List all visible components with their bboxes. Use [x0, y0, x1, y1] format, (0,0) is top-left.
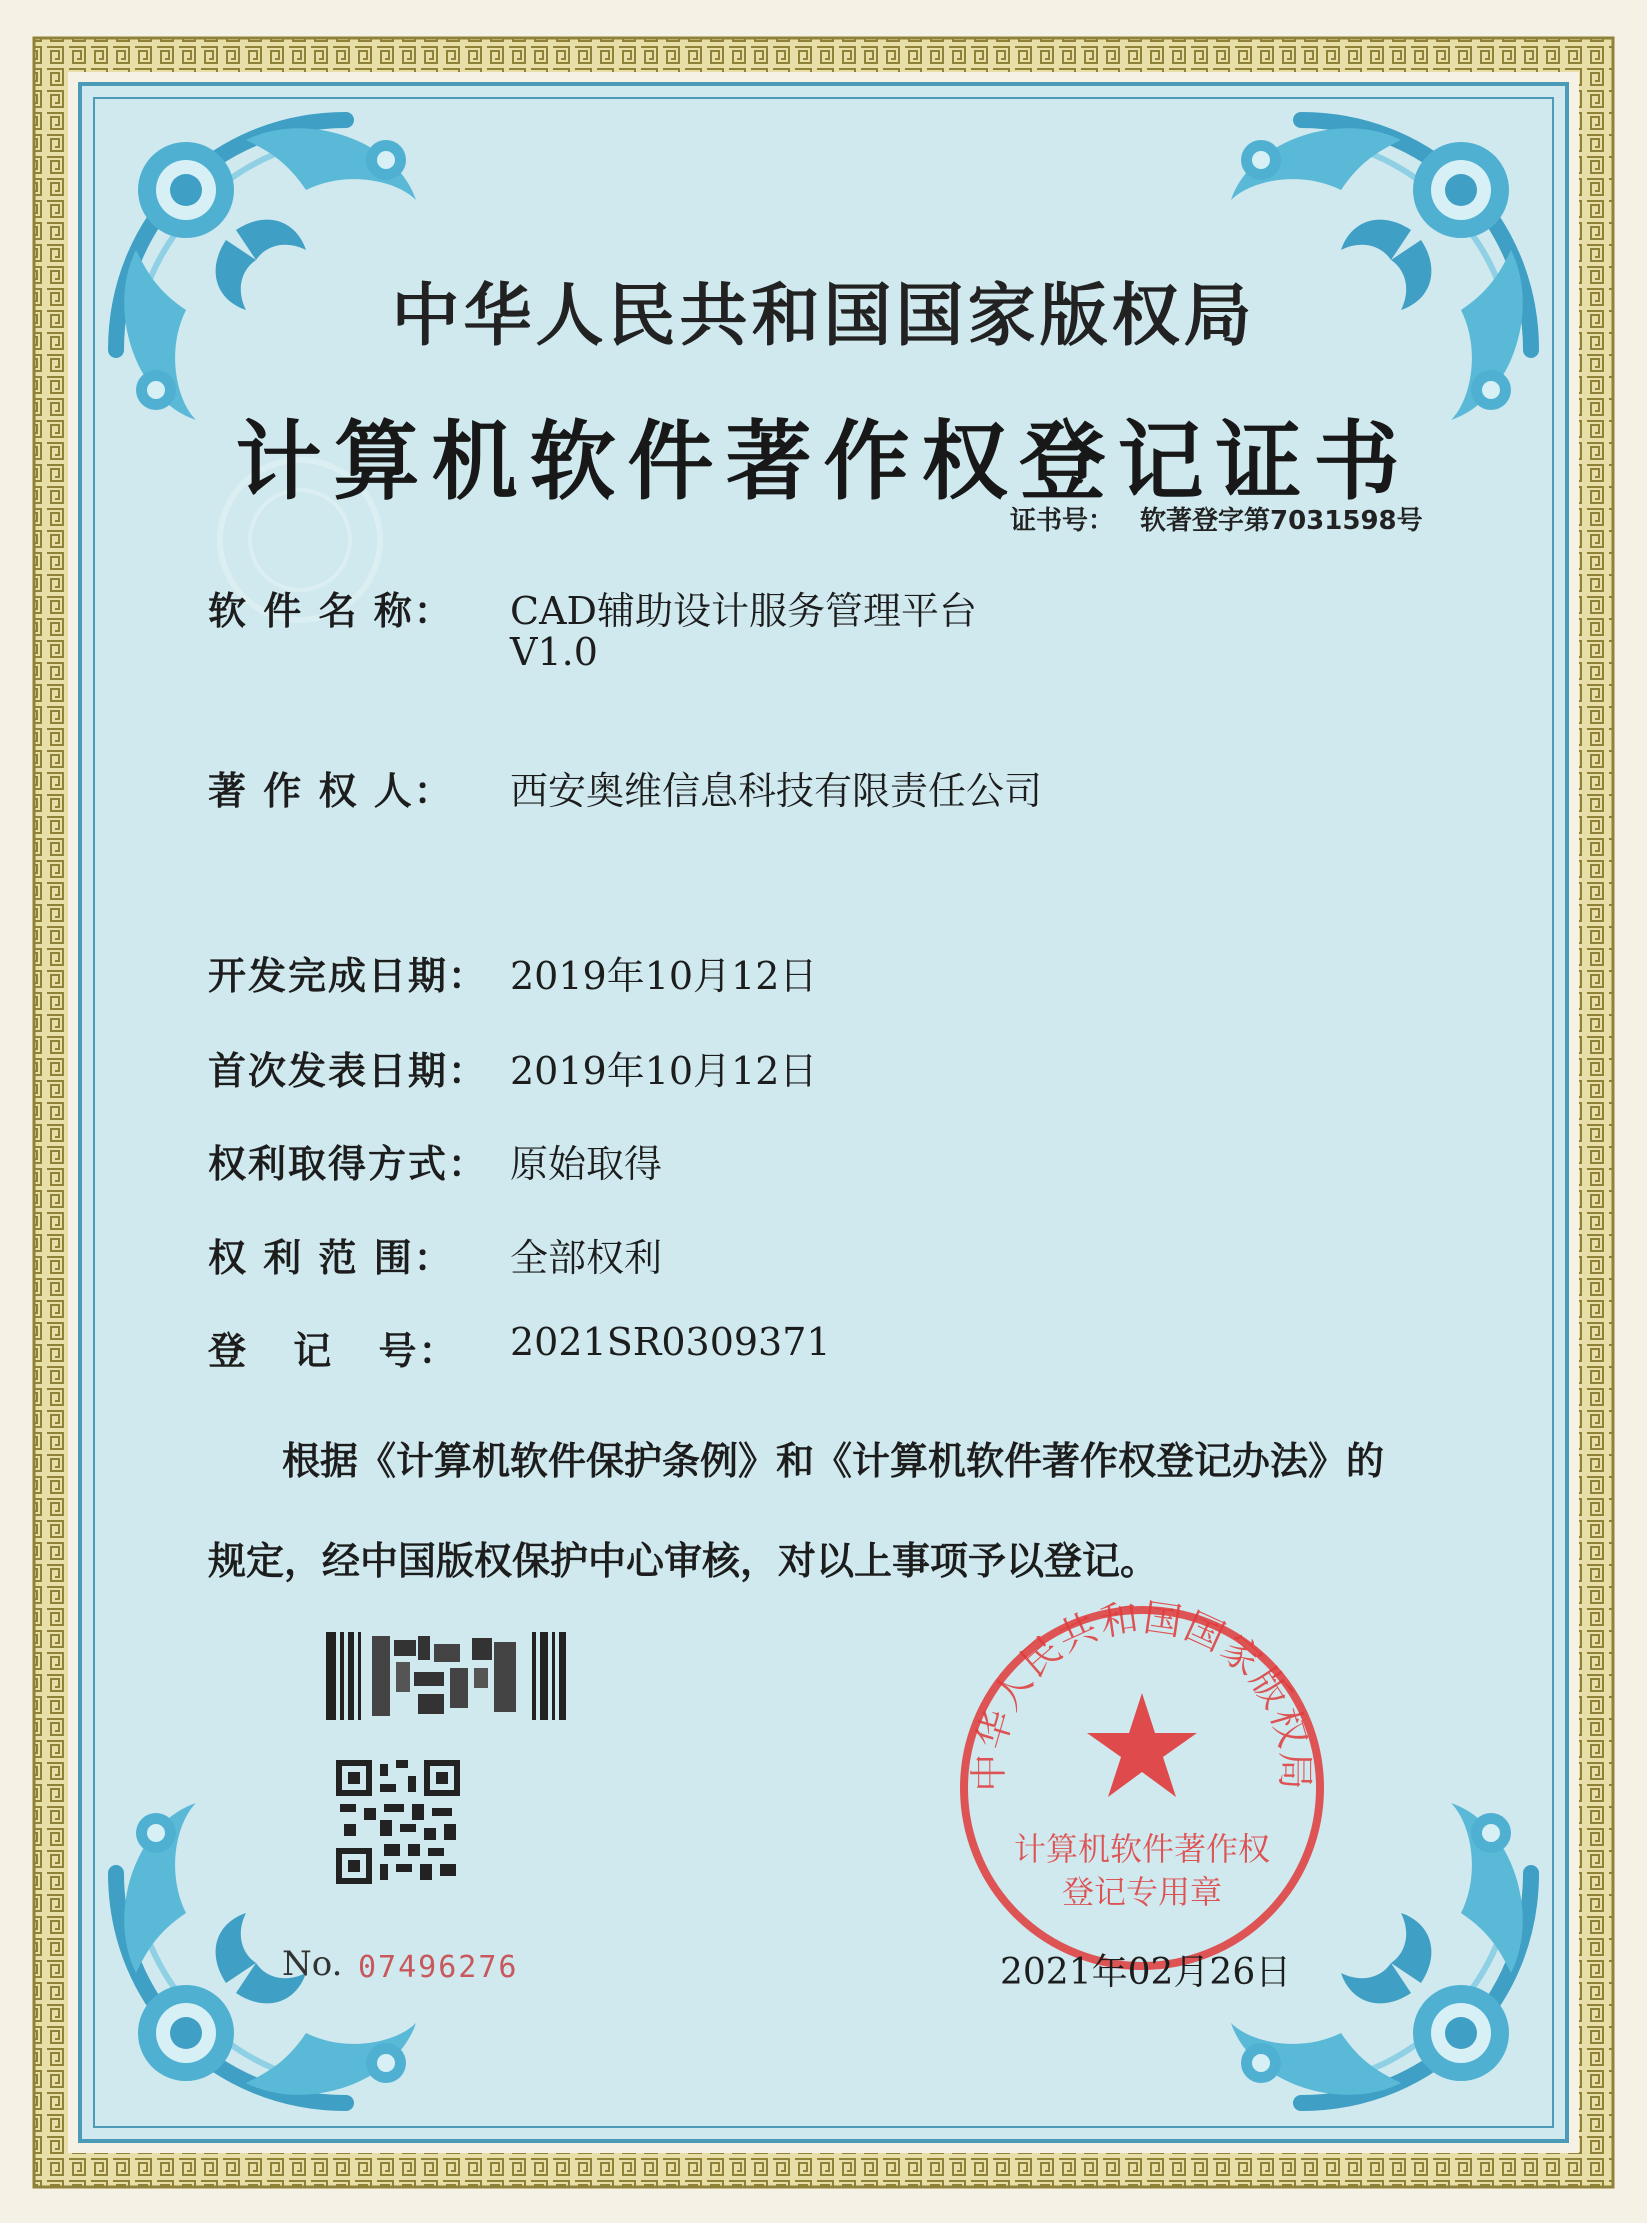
- first-publish-date-label: 首次发表日期：: [208, 1048, 489, 1093]
- official-seal: [952, 1598, 1332, 1978]
- software-version-value: V1.0: [510, 630, 598, 674]
- qr-code-icon: [336, 1760, 460, 1884]
- software-name-label: 软 件 名 称：: [208, 588, 454, 633]
- dev-complete-date-label: 开发完成日期：: [208, 953, 489, 998]
- registration-number-value: 2021SR0309371: [510, 1320, 831, 1364]
- issue-date: 2021年02月26日: [1000, 1952, 1292, 1993]
- dev-complete-date-value: 2019年10月12日: [510, 954, 818, 998]
- rights-scope-value: 全部权利: [510, 1236, 663, 1280]
- software-name-value: CAD辅助设计服务管理平台: [510, 589, 977, 633]
- cert-number-label: 证书号：: [1010, 506, 1115, 536]
- first-publish-date-value: 2019年10月12日: [510, 1049, 818, 1093]
- rights-acquisition-value: 原始取得: [510, 1142, 663, 1186]
- rights-acquisition-label: 权利取得方式：: [208, 1141, 489, 1186]
- seal-inner-line-2: 登记专用章: [1061, 1873, 1223, 1911]
- copyright-owner-label: 著 作 权 人：: [208, 768, 454, 813]
- statement-line-1: 根据《计算机软件保护条例》和《计算机软件著作权登记办法》的: [282, 1438, 1385, 1483]
- star-icon: [1087, 1693, 1197, 1797]
- statement-line-2: 规定，经中国版权保护中心审核，对以上事项予以登记。: [208, 1538, 1159, 1583]
- copyright-owner-value: 西安奥维信息科技有限责任公司: [510, 769, 1043, 813]
- seal-inner-line-1: 计算机软件著作权: [1013, 1830, 1271, 1868]
- serial-number: 07496276: [358, 1950, 519, 1985]
- certificate-title: 计算机软件著作权登记证书: [235, 411, 1412, 512]
- issuing-authority: 中华人民共和国国家版权局: [391, 276, 1256, 356]
- seal-outer-text: 中华人民共和国国家版权局: [966, 1598, 1318, 1792]
- barcode-icon: [326, 1632, 566, 1720]
- serial-no-label: No.: [282, 1944, 343, 1984]
- registration-number-label: 登 记 号：: [208, 1328, 459, 1373]
- rights-scope-label: 权 利 范 围：: [208, 1235, 454, 1280]
- cert-number: 软著登字第7031598号: [1140, 506, 1423, 536]
